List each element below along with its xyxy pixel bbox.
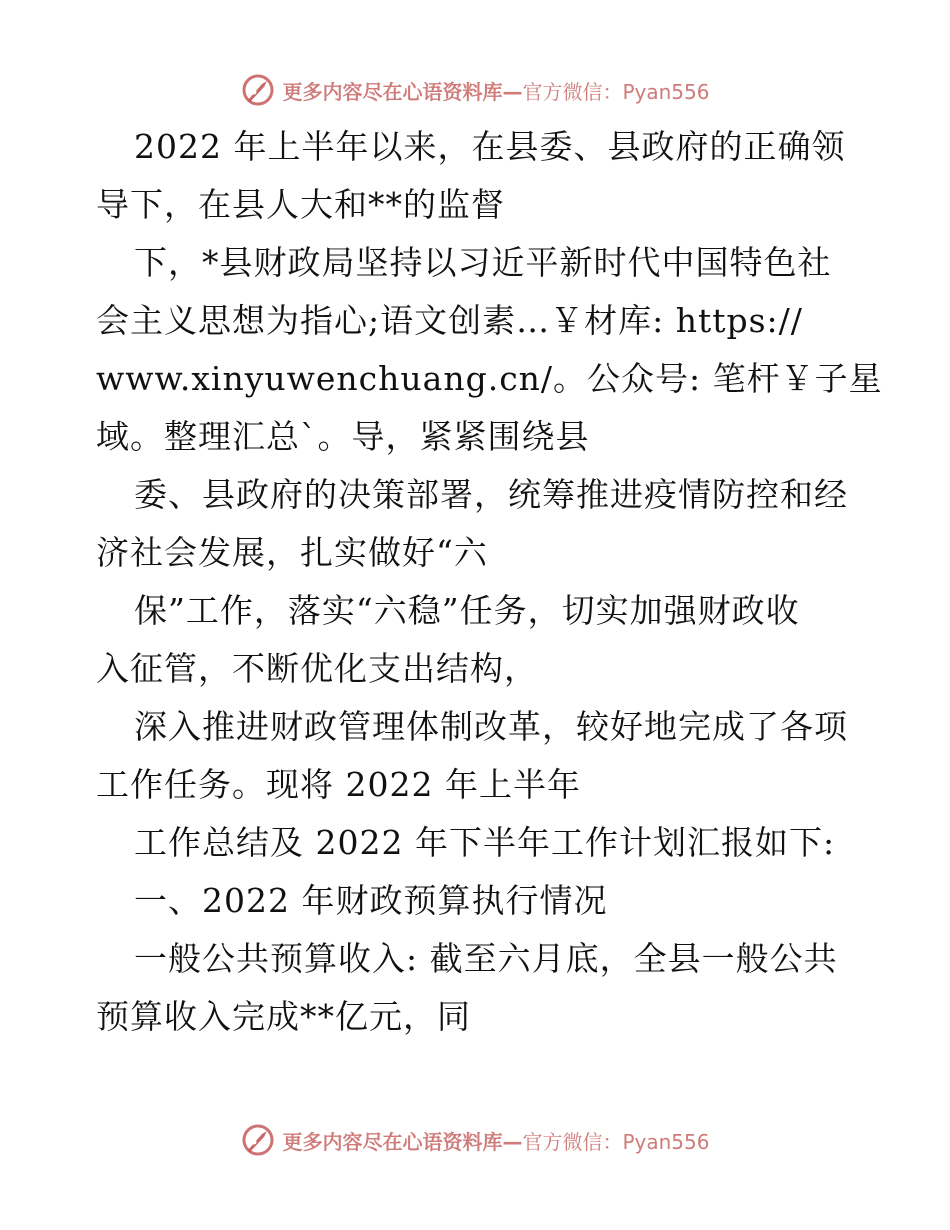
- pen-nib-circle-icon: [240, 1122, 276, 1158]
- body-line: 保”工作，落实“六稳”任务，切实加强财政收: [134, 591, 800, 630]
- body-line: 预算收入完成**亿元，同: [96, 997, 471, 1036]
- body-line: 委、县政府的决策部署，统筹推进疫情防控和经: [134, 475, 848, 514]
- watermark-text: 更多内容尽在心语资料库—官方微信：Pyan556: [282, 79, 710, 104]
- watermark-text: 更多内容尽在心语资料库—官方微信：Pyan556: [282, 1129, 710, 1154]
- section-heading: 一、2022 年财政预算执行情况: [134, 881, 608, 920]
- body-line: 深入推进财政管理体制改革，较好地完成了各项: [134, 707, 848, 746]
- body-line: 导下，在县人大和**的监督: [96, 185, 505, 224]
- body-line: 工作任务。现将 2022 年上半年: [96, 765, 581, 804]
- header-watermark: [0, 70, 950, 110]
- body-line: 一般公共预算收入: 截至六月底，全县一般公共: [134, 939, 838, 978]
- body-line: 会主义思想为指心;语文创素…￥材库: https://: [96, 301, 803, 340]
- body-line: 济社会发展，扎实做好“六: [96, 533, 488, 572]
- body-line: www.xinyuwenchuang.cn/。公众号: 笔杆￥子星: [96, 359, 883, 398]
- body-line: 下，*县财政局坚持以习近平新时代中国特色社: [134, 243, 832, 282]
- footer-watermark: [0, 1120, 950, 1160]
- body-line: 2022 年上半年以来，在县委、县政府的正确领: [134, 127, 846, 166]
- body-line: 域。整理汇总`。导，紧紧围绕县: [96, 417, 590, 456]
- pen-nib-circle-icon: [240, 72, 276, 108]
- document-body: [96, 118, 883, 1046]
- body-line: 入征管，不断优化支出结构，: [96, 649, 538, 688]
- body-line: 工作总结及 2022 年下半年工作计划汇报如下:: [134, 823, 836, 862]
